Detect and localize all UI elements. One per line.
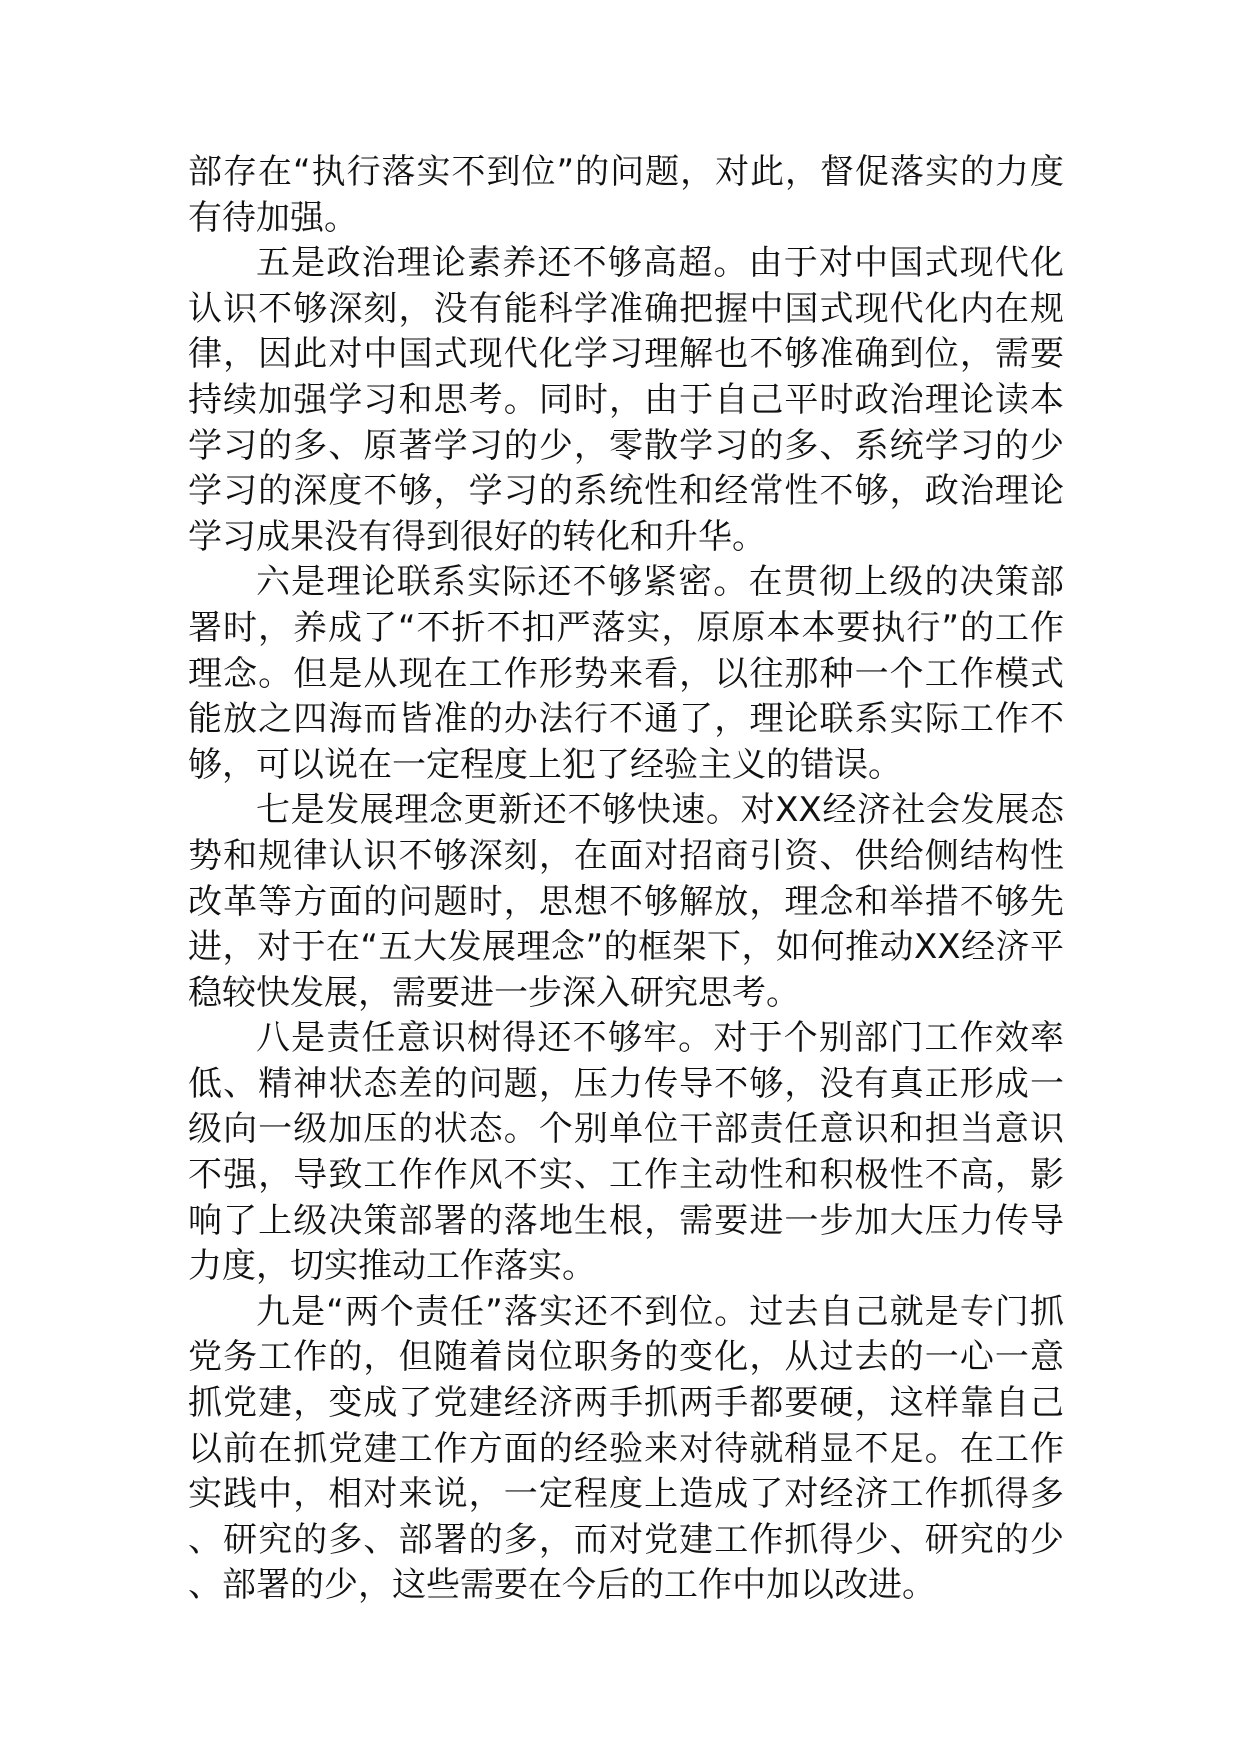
paragraph-point-seven: 七是发展理念更新还不够快速。对XX经济社会发展态势和规律认识不够深刻，在面对招商引资、供给侧结构性改革等方面的问题时，思想不够解放，理念和举措不够先进，对于在“五大发展理念”的框架下，如何推动XX经济平稳较快发展，需要进一步深入研究思考。 bbox=[188, 790, 1064, 1013]
paragraph-point-five: 五是政治理论素养还不够高超。由于对中国式现代化认识不够深刻，没有能科学准确把握中国式现代化内在规律，因此对中国式现代化学习理解也不够准确到位，需要持续加强学习和思考。同时，由于自己平时政治理论读本学习的多、原著学习的少，零散学习的多、系统学习的少学习的深度不够，学习的系统性和经常性不够，政治理论学习成果没有得到很好的转化和升华。 bbox=[188, 243, 1064, 557]
paragraph-point-eight: 八是责任意识树得还不够牢。对于个别部门工作效率低、精神状态差的问题，压力传导不够，没有真正形成一级向一级加压的状态。个别单位干部责任意识和担当意识不强，导致工作作风不实、工作主动性和积极性不高，影响了上级决策部署的落地生根，需要进一步加大压力传导力度，切实推动工作落实。 bbox=[188, 1018, 1064, 1287]
paragraph-point-six: 六是理论联系实际还不够紧密。在贯彻上级的决策部署时，养成了“不折不扣严落实，原原本本要执行”的工作理念。但是从现在工作形势来看，以往那种一个工作模式能放之四海而皆准的办法行不通了，理论联系实际工作不够，可以说在一定程度上犯了经验主义的错误。 bbox=[188, 562, 1064, 785]
paragraph-continued: 部存在“执行落实不到位”的问题，对此，督促落实的力度有待加强。 bbox=[188, 152, 1064, 238]
document-body bbox=[188, 150, 1064, 1609]
paragraph-point-nine: 九是“两个责任”落实还不到位。过去自己就是专门抓党务工作的，但随着岗位职务的变化，从过去的一心一意抓党建，变成了党建经济两手抓两手都要硬，这样靠自己以前在抓党建工作方面的经验来对待就稍显不足。在工作实践中，相对来说，一定程度上造成了对经济工作抓得多、研究的多、部署的多，而对党建工作抓得少、研究的少、部署的少，这些需要在今后的工作中加以改进。 bbox=[188, 1291, 1064, 1606]
